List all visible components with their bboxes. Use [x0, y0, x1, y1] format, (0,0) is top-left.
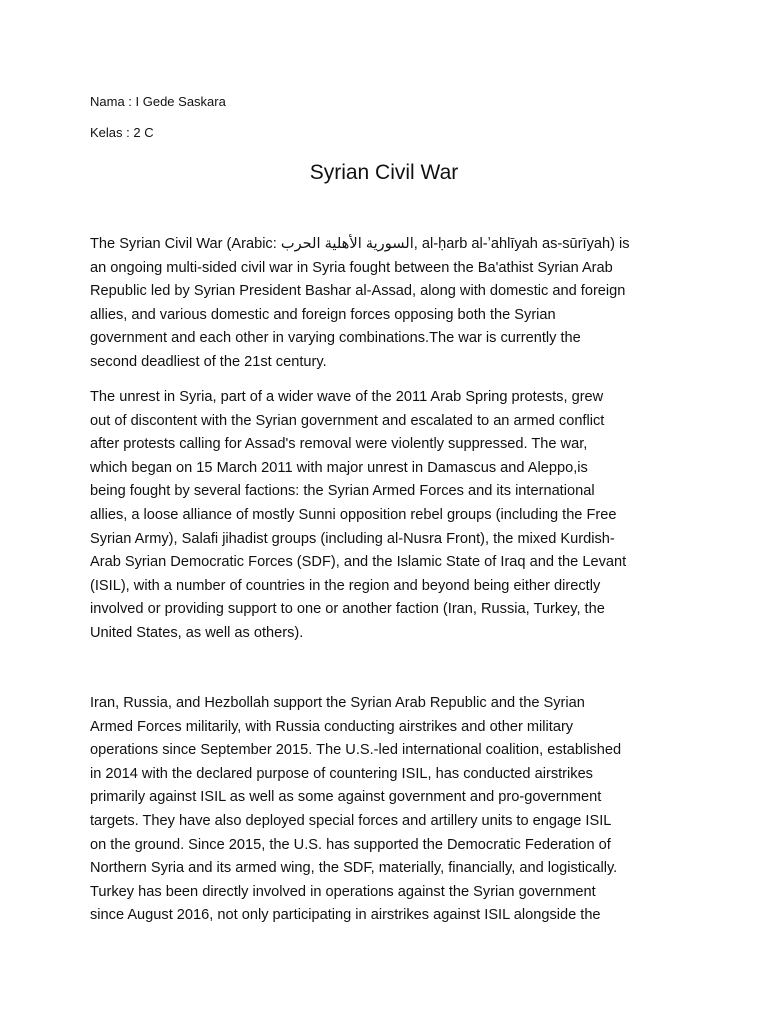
paragraph-line: being fought by several factions: the Syrian Armed Forces and its international: [90, 483, 595, 500]
student-name-line: Nama : I Gede Saskara: [90, 94, 226, 109]
paragraph-line: involved or providing support to one or another faction (Iran, Russia, Turkey, the: [90, 601, 605, 618]
paragraph-line: Armed Forces militarily, with Russia conducting airstrikes and other military: [90, 718, 574, 735]
paragraph-1: [90, 233, 690, 375]
paragraph-line: on the ground. Since 2015, the U.S. has supported the Democratic Federation of: [90, 836, 611, 853]
paragraph-line: Syrian Army), Salafi jihadist groups (including al-Nusra Front), the mixed Kurdish-: [90, 530, 615, 547]
document-title: Syrian Civil War: [309, 161, 459, 184]
paragraph-line: United States, as well as others).: [90, 624, 304, 641]
class-line: Kelas : 2 C: [90, 125, 154, 140]
paragraph-line: The Syrian Civil War (Arabic: السورية الأهلية الحرب, al-ḥarb al-ʼahlīyah as-sūrīyah) is: [90, 236, 630, 252]
paragraph-line: Republic led by Syrian President Bashar al-Assad, along with domestic and foreign: [90, 283, 626, 300]
paragraph-line: targets. They have also deployed special forces and artillery units to engage ISIL: [90, 812, 612, 829]
paragraph-line: Turkey has been directly involved in operations against the Syrian government: [90, 883, 596, 900]
paragraph-line: Iran, Russia, and Hezbollah support the Syrian Arab Republic and the Syrian: [90, 695, 585, 711]
paragraph-line: allies, and various domestic and foreign forces opposing both the Syrian: [90, 306, 556, 323]
paragraph-line: which began on 15 March 2011 with major unrest in Damascus and Aleppo,is: [90, 459, 588, 476]
paragraph-line: Arab Syrian Democratic Forces (SDF), and the Islamic State of Iraq and the Levant: [90, 554, 627, 571]
paragraph-line: The unrest in Syria, part of a wider wave of the 2011 Arab Spring protests, grew: [90, 389, 604, 405]
paragraph-line: after protests calling for Assad's removal were violently suppressed. The war,: [90, 436, 588, 453]
paragraph-line: second deadliest of the 21st century.: [90, 353, 327, 370]
paragraph-line: allies, a loose alliance of mostly Sunni opposition rebel groups (including the Free: [90, 506, 617, 523]
paragraph-line: operations since September 2015. The U.S.-led international coalition, established: [90, 742, 622, 759]
paragraph-line: in 2014 with the declared purpose of countering ISIL, has conducted airstrikes: [90, 765, 593, 782]
paragraph-line: an ongoing multi-sided civil war in Syria fought between the Ba'athist Syrian Arab: [90, 259, 613, 276]
paragraph-line: government and each other in varying combinations.The war is currently the: [90, 330, 581, 347]
paragraph-line: (ISIL), with a number of countries in the region and beyond being either directly: [90, 577, 601, 594]
paragraph-2: [90, 386, 690, 646]
paragraph-line: Northern Syria and its armed wing, the SDF, materially, financially, and logistically.: [90, 860, 618, 877]
paragraph-3: [90, 692, 690, 928]
paragraph-line: since August 2016, not only participating in airstrikes against ISIL alongside the: [90, 907, 601, 924]
paragraph-line: out of discontent with the Syrian government and escalated to an armed conflict: [90, 412, 605, 429]
paragraph-line: primarily against ISIL as well as some against government and pro-government: [90, 789, 602, 806]
